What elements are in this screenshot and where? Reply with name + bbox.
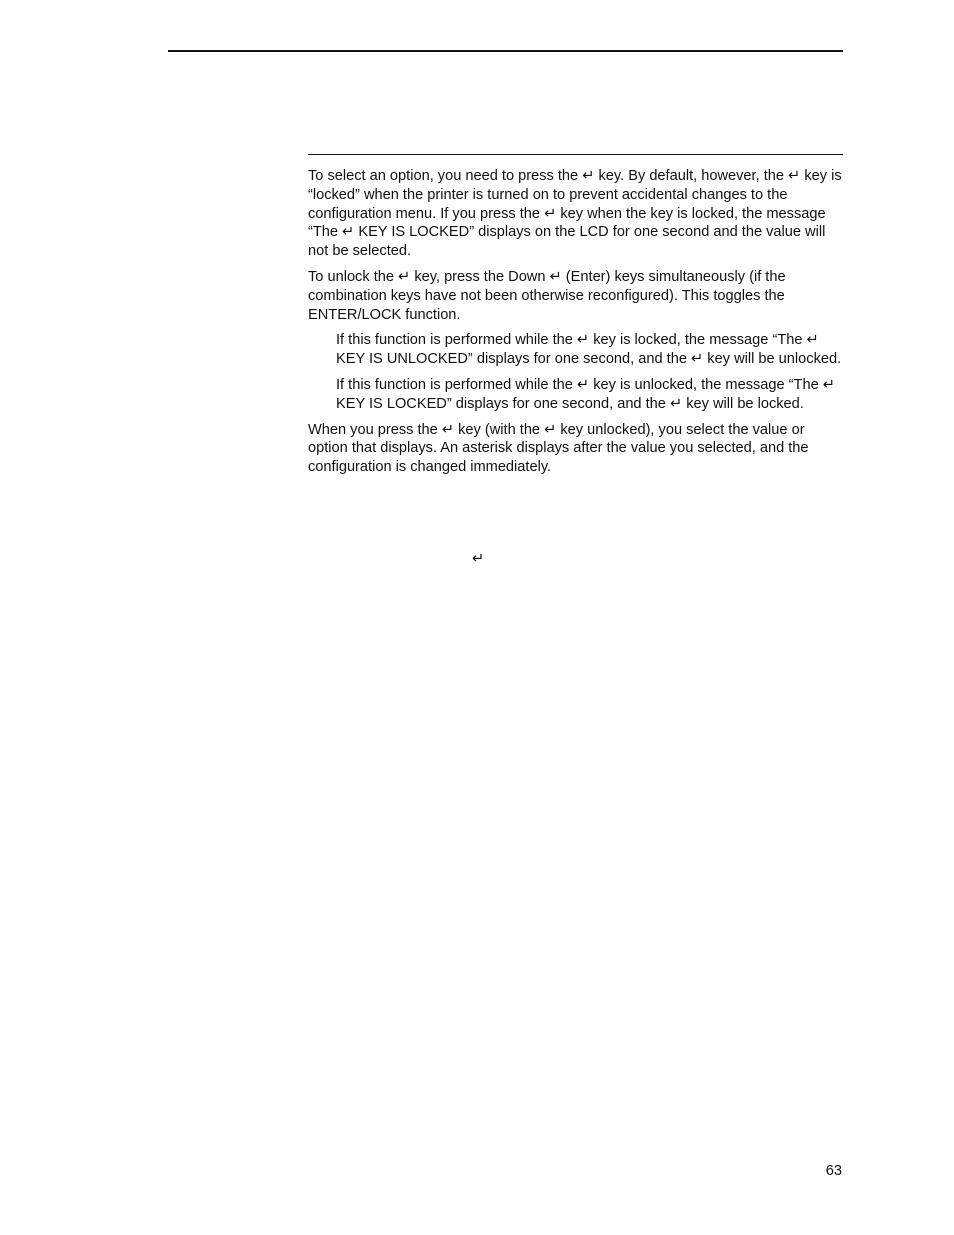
page-number: 63 — [825, 1163, 842, 1179]
enter-key-icon: ↵ — [472, 551, 485, 567]
top-rule — [168, 50, 843, 52]
paragraph-unlocked-case: If this function is performed while the ↵ key is unlocked, the message “The ↵ KEY IS LOCKED” displays for one second, and the ↵ key will be locked. — [336, 376, 835, 412]
section-rule — [308, 154, 843, 155]
paragraph-press-enter: When you press the ↵ key (with the ↵ key unlocked), you select the value or option that displays. An asterisk displays after the value you selected, and the configuration is changed immediately. — [308, 421, 809, 476]
body-text — [308, 167, 843, 484]
paragraph-select-option: To select an option, you need to press the ↵ key. By default, however, the ↵ key is “locked” when the printer is turned on to prevent accidental changes to the configuration menu. If you press the ↵ key when the key is locked, the message “The ↵ KEY IS LOCKED” displays on the LCD for one second and the value will not be selected. — [308, 168, 842, 260]
paragraph-unlock-key: To unlock the ↵ key, press the Down ↵ (Enter) keys simultaneously (if the combination keys have not been otherwise reconfigured). This toggles the ENTER/LOCK function. — [308, 268, 786, 323]
paragraph-locked-case: If this function is performed while the ↵ key is locked, the message “The ↵ KEY IS UNLOCKED” displays for one second, and the ↵ key will be unlocked. — [336, 332, 842, 368]
